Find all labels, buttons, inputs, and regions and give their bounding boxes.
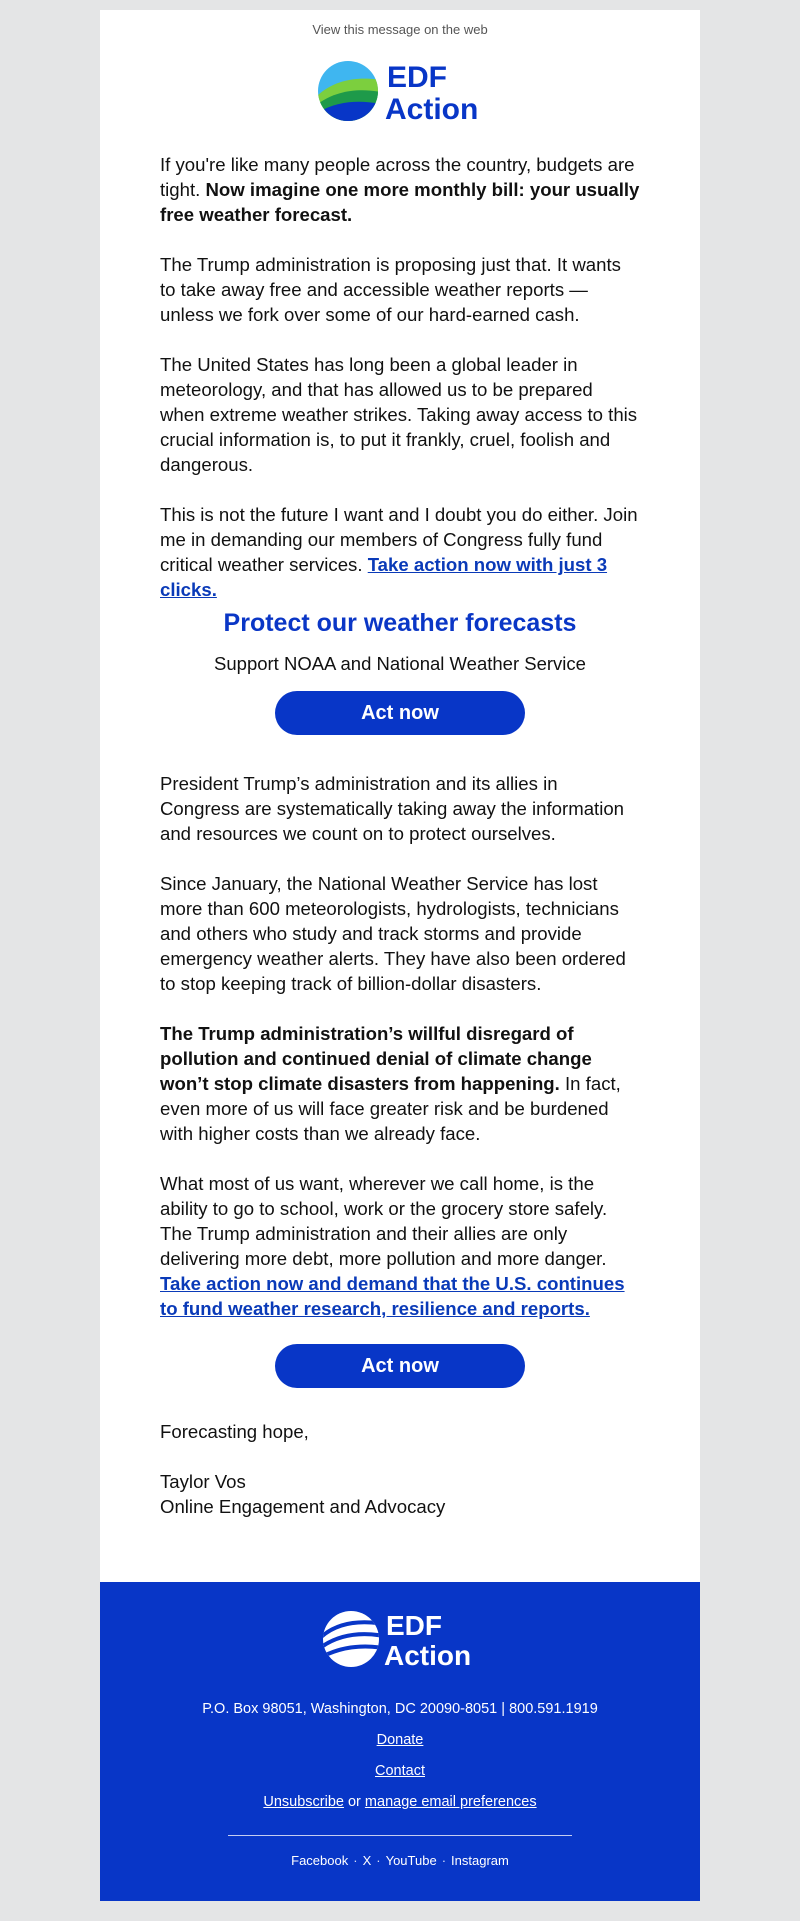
footer-unsubscribe-line: Unsubscribe or manage email preferences [263,1794,537,1810]
signoff: Forecasting hope, [160,1421,309,1442]
donate-link[interactable]: Donate [376,1732,424,1748]
take-action-link-1[interactable]: Take action now with just 3 clicks. [160,554,608,600]
footer-donate [100,1732,700,1748]
footer-address: P.O. Box 98051, Washington, DC 20090-8051 | 800.591.1919 [202,1701,598,1717]
paragraph-1: If you're like many people across the country, budgets are tight. Now imagine one more monthly bill: your usually free weather forecast. [160,154,640,225]
signature [160,1419,640,1519]
paragraph-7-bold: The Trump administration’s willful disregard of pollution and continued denial of climate change won’t stop climate disasters from happening. [160,1023,592,1094]
paragraph-3: The United States has long been a global leader in meteorology, and that has allowed us to be prepared when extreme weather strikes. Taking away access to this crucial information is, to put it frankly, cruel, foolish and dangerous. [160,354,638,475]
x-link[interactable]: X [362,1853,372,1868]
main-content [160,771,640,1321]
facebook-link[interactable]: Facebook [291,1853,349,1868]
edf-action-logo-white[interactable] [322,1608,478,1670]
social-links: Facebook · X · YouTube · Instagram [291,1853,509,1868]
take-action-link-2[interactable]: Take action now and demand that the U.S. continues to fund weather research, resilience and reports. [160,1273,625,1319]
edf-action-logo[interactable] [317,58,487,124]
logo-text-edf: EDF [387,61,447,94]
paragraph-8: What most of us want, wherever we call home, is the ability to go to school, work or the grocery store safely. The Trump administration and their allies are only delivering more debt, more pollution and more danger. Take action now and demand that the U.S. continues to fund weather research, resilience and reports. [160,1173,625,1319]
paragraph-2: The Trump administration is proposing just that. It wants to take away free and accessible weather reports — unless we fork over some of our hard-earned cash. [160,254,621,325]
footer-logo-text-action: Action [384,1640,472,1670]
intro-content [160,152,640,602]
cta-title: Protect our weather forecasts [223,609,577,637]
youtube-link[interactable]: YouTube [385,1853,437,1868]
signer-title: Online Engagement and Advocacy [160,1496,446,1517]
view-on-web-link[interactable]: View this message on the web [312,22,488,37]
logo-globe-icon [317,58,381,124]
paragraph-7: The Trump administration’s willful disregard of pollution and continued denial of climate change won’t stop climate disasters from happening. In fact, even more of us will face greater risk and be burdened with higher costs than we already face. [160,1023,621,1144]
contact-link[interactable]: Contact [375,1763,425,1779]
logo-text-action: Action [385,93,479,124]
act-now-button-2[interactable]: Act now [275,1344,525,1388]
footer [100,1582,700,1901]
paragraph-1-bold: Now imagine one more monthly bill: your usually free weather forecast. [160,179,640,225]
act-now-button-1[interactable]: Act now [275,691,525,735]
view-on-web [100,22,700,37]
footer-divider [228,1835,572,1836]
cta-subtitle: Support NOAA and National Weather Service [214,653,586,674]
logo-globe-white-icon [322,1608,384,1670]
footer-logo-text-edf: EDF [386,1610,442,1641]
paragraph-5: President Trump’s administration and its allies in Congress are systematically taking away the information and resources we count on to protect ourselves. [160,773,625,844]
paragraph-6: Since January, the National Weather Service has lost more than 600 meteorologists, hydrologists, technicians and others who study and track storms and provide emergency weather alerts. They have also been ordered to stop keeping track of billion-dollar disasters. [160,873,626,994]
manage-preferences-link[interactable]: manage email preferences [364,1794,537,1810]
instagram-link[interactable]: Instagram [451,1853,509,1868]
paragraph-4: This is not the future I want and I doubt you do either. Join me in demanding our members of Congress fully fund critical weather services. Take action now with just 3 clicks. [160,504,638,600]
signer-name: Taylor Vos [160,1471,246,1492]
unsubscribe-link[interactable]: Unsubscribe [263,1794,344,1810]
footer-contact [100,1763,700,1779]
